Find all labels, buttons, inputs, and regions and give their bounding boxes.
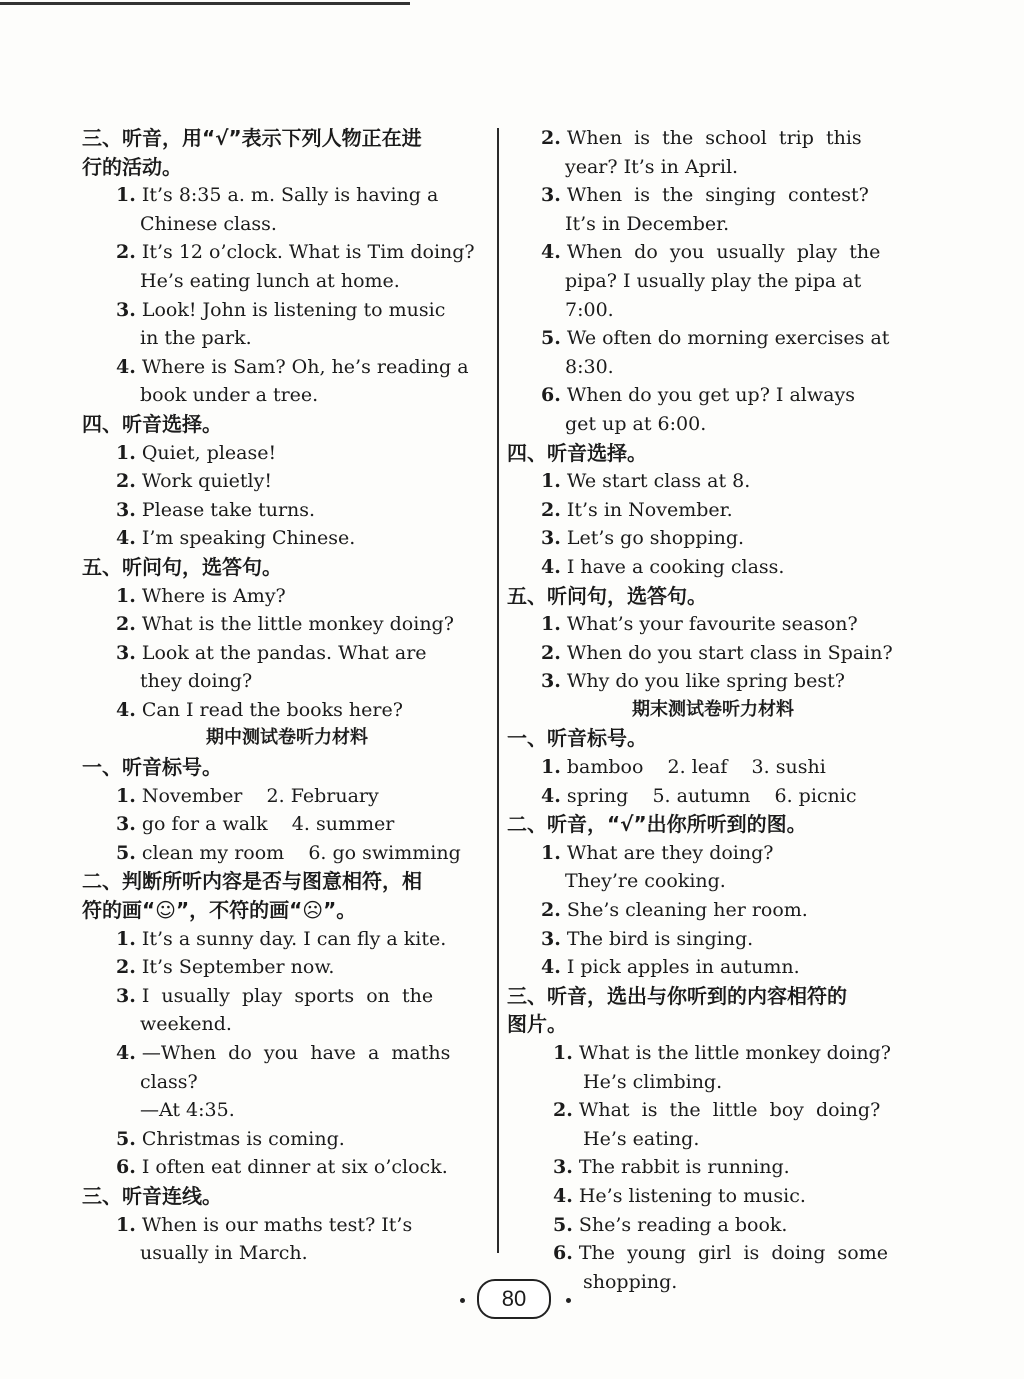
line-text: I usually play sports on the (141, 984, 434, 1007)
question-item (507, 1096, 919, 1125)
item-number: 1. (553, 1042, 573, 1064)
item-number: 2. (541, 899, 561, 922)
question-continuation (82, 667, 492, 696)
section-heading (507, 810, 919, 839)
page-number-dot-left (460, 1298, 465, 1303)
question-item (507, 925, 919, 954)
section-heading (82, 753, 492, 782)
line-text: It’s September now. (141, 956, 335, 979)
line-text: What is the little monkey doing? (578, 1042, 891, 1064)
test-material-title (82, 724, 492, 753)
section-heading (82, 1182, 492, 1211)
item-number: 5. (541, 327, 561, 350)
line-text: 8:30. (565, 355, 614, 378)
question-item (82, 496, 492, 525)
item-number: 2. (116, 613, 136, 636)
question-item (82, 582, 492, 611)
line-text: in the park. (140, 327, 252, 350)
line-text: The young girl is doing some (578, 1242, 888, 1265)
question-item (507, 667, 919, 696)
line-text: It’s in November. (566, 498, 733, 521)
line-text: They’re cooking. (565, 870, 726, 893)
line-text: bamboo 2. leaf 3. sushi (566, 756, 826, 779)
line-text: 图片。 (507, 1012, 567, 1037)
question-item (507, 496, 919, 525)
question-item (82, 353, 492, 382)
line-text: I often eat dinner at six o’clock. (141, 1156, 448, 1179)
item-number: 4. (541, 956, 561, 979)
line-text: Quiet, please! (141, 441, 277, 464)
item-number: 2. (541, 127, 561, 149)
section-heading-continued (82, 896, 492, 925)
item-number: 3. (116, 813, 136, 836)
line-text: 一、听音标号。 (82, 755, 222, 780)
question-item (82, 610, 492, 639)
section-heading (82, 867, 492, 896)
question-item (82, 1039, 492, 1068)
line-text: —At 4:35. (140, 1099, 235, 1122)
page-number-dot-right (566, 1298, 571, 1303)
line-text: 三、听音，选出与你听到的内容相符的 (507, 983, 847, 1008)
line-text: He’s climbing. (583, 1070, 723, 1093)
line-text: 三、听音，用“√”表示下列人物正在进 (82, 126, 422, 150)
item-number: 2. (553, 1099, 573, 1122)
line-text: 符的画“☺”，不符的画“☹”。 (82, 898, 357, 923)
line-text: 五、听问句，选答句。 (507, 583, 707, 608)
line-text: usually in March. (140, 1242, 308, 1265)
line-text: He’s eating lunch at home. (140, 269, 400, 292)
line-text: Look at the pandas. What are (141, 641, 427, 664)
line-text: class? (140, 1070, 198, 1093)
question-item (507, 1211, 919, 1240)
question-continuation (507, 210, 919, 239)
line-text: go for a walk 4. summer (141, 813, 395, 836)
line-text: When is the school trip this (566, 127, 862, 149)
item-number: 1. (541, 841, 561, 864)
line-text: Where is Amy? (141, 584, 286, 607)
item-number: 6. (116, 1156, 136, 1179)
line-text: weekend. (140, 1013, 232, 1036)
question-item (82, 238, 492, 267)
question-continuation (82, 1010, 492, 1039)
line-text: She’s reading a book. (578, 1213, 788, 1236)
question-item (82, 639, 492, 668)
question-continuation (507, 153, 919, 182)
line-text: Let’s go shopping. (566, 527, 745, 550)
line-text: get up at 6:00. (565, 412, 707, 435)
line-text: The bird is singing. (566, 927, 754, 950)
line-text: 四、听音选择。 (507, 440, 647, 465)
line-text: She’s cleaning her room. (566, 899, 808, 922)
line-text: 期末测试卷听力材料 (632, 698, 794, 720)
section-heading (82, 410, 492, 439)
line-text: 期中测试卷听力材料 (206, 727, 368, 749)
question-item (507, 524, 919, 553)
test-material-title (507, 696, 919, 725)
question-continuation (507, 1268, 919, 1297)
item-number: 4. (541, 784, 561, 807)
question-item (82, 925, 492, 954)
line-text: spring 5. autumn 6. picnic (566, 784, 857, 807)
line-text: 四、听音选择。 (82, 411, 222, 436)
question-continuation (82, 1068, 492, 1097)
item-number: 2. (116, 470, 136, 493)
question-item (507, 181, 919, 210)
item-number: 1. (541, 756, 561, 779)
line-text: I’m speaking Chinese. (141, 527, 356, 550)
line-text: Look! John is listening to music (141, 298, 446, 321)
item-number: 3. (116, 298, 136, 321)
line-text: —When do you have a maths (141, 1042, 451, 1064)
question-item (507, 610, 919, 639)
line-text: book under a tree. (140, 384, 319, 407)
question-item (507, 324, 919, 353)
line-text: 行的活动。 (82, 154, 182, 179)
right-column (507, 124, 919, 1296)
line-text: Where is Sam? Oh, he’s reading a (141, 355, 469, 378)
item-number: 1. (116, 584, 136, 607)
line-text: He’s eating. (583, 1127, 700, 1150)
item-number: 2. (541, 498, 561, 521)
question-item (507, 753, 919, 782)
line-text: It’s 8:35 a. m. Sally is having a (141, 184, 439, 207)
line-text: When do you usually play the (566, 241, 881, 264)
section-heading-continued (507, 1010, 919, 1039)
question-item (82, 524, 492, 553)
line-text: November 2. February (141, 784, 379, 807)
question-continuation (507, 1125, 919, 1154)
item-number: 1. (116, 184, 136, 207)
item-number: 2. (541, 641, 561, 664)
line-text: It’s 12 o’clock. What is Tim doing? (141, 241, 475, 264)
question-continuation (507, 867, 919, 896)
item-number: 1. (541, 613, 561, 636)
question-continuation (507, 296, 919, 325)
line-text: When do you start class in Spain? (566, 641, 893, 664)
question-item (82, 296, 492, 325)
item-number: 3. (541, 670, 561, 693)
item-number: 4. (116, 698, 136, 721)
line-text: 五、听问句，选答句。 (82, 554, 282, 579)
question-item (82, 839, 492, 868)
section-heading (82, 124, 492, 153)
question-item (82, 181, 492, 210)
line-text: We often do morning exercises at (566, 327, 890, 350)
item-number: 5. (553, 1213, 573, 1236)
item-number: 1. (541, 470, 561, 493)
line-text: pipa? I usually play the pipa at (565, 269, 862, 292)
item-number: 1. (116, 441, 136, 464)
line-text: Please take turns. (141, 498, 316, 521)
page-number: 80 (477, 1279, 551, 1319)
item-number: 5. (116, 841, 136, 864)
question-item (82, 696, 492, 725)
question-continuation (507, 353, 919, 382)
item-number: 1. (116, 927, 136, 950)
item-number: 3. (116, 498, 136, 521)
section-heading-continued (82, 153, 492, 182)
item-number: 4. (553, 1184, 573, 1207)
question-item (507, 782, 919, 811)
item-number: 5. (116, 1127, 136, 1150)
line-text: When is the singing contest? (566, 184, 869, 207)
item-number: 6. (553, 1242, 573, 1265)
question-continuation (82, 381, 492, 410)
item-number: 3. (541, 184, 561, 207)
question-item (507, 839, 919, 868)
question-item (507, 467, 919, 496)
line-text: year? It’s in April. (565, 155, 739, 178)
section-heading (507, 982, 919, 1011)
question-continuation (507, 410, 919, 439)
question-item (82, 953, 492, 982)
line-text: they doing? (140, 670, 253, 693)
line-text: Christmas is coming. (141, 1127, 345, 1150)
item-number: 6. (541, 384, 561, 407)
item-number: 1. (116, 784, 136, 807)
question-item (507, 1182, 919, 1211)
question-item (507, 381, 919, 410)
question-item (82, 467, 492, 496)
question-item (507, 1153, 919, 1182)
item-number: 4. (116, 355, 136, 378)
top-rule (0, 2, 410, 5)
line-text: He’s listening to music. (578, 1184, 806, 1207)
item-number: 3. (116, 984, 136, 1007)
question-continuation (507, 1068, 919, 1097)
item-number: 2. (116, 241, 136, 264)
line-text: 7:00. (565, 298, 614, 321)
item-number: 3. (541, 527, 561, 550)
line-text: When do you get up? I always (566, 384, 855, 407)
item-number: 4. (541, 241, 561, 264)
item-number: 3. (116, 641, 136, 664)
question-item (82, 1125, 492, 1154)
item-number: 3. (553, 1156, 573, 1179)
section-heading (507, 439, 919, 468)
line-text: Chinese class. (140, 212, 277, 235)
section-heading (507, 724, 919, 753)
left-column (82, 124, 492, 1268)
line-text: We start class at 8. (566, 470, 751, 493)
line-text: shopping. (583, 1270, 678, 1293)
question-item (507, 953, 919, 982)
line-text: Why do you like spring best? (566, 670, 845, 693)
line-text: What’s your favourite season? (566, 613, 858, 636)
question-item (82, 1153, 492, 1182)
line-text: 二、听音，“√”出你所听到的图。 (507, 812, 807, 837)
line-text: Work quietly! (141, 470, 272, 493)
section-heading (507, 582, 919, 611)
line-text: What are they doing? (566, 841, 774, 864)
item-number: 2. (116, 956, 136, 979)
question-continuation (82, 1096, 492, 1125)
item-number: 4. (116, 527, 136, 550)
line-text: I have a cooking class. (566, 555, 785, 578)
line-text: 一、听音标号。 (507, 726, 647, 751)
line-text: 二、判断所听内容是否与图意相符，相 (82, 869, 422, 894)
question-item (82, 810, 492, 839)
question-item (507, 1039, 919, 1068)
question-item (507, 1239, 919, 1268)
line-text: I pick apples in autumn. (566, 956, 800, 979)
line-text: What is the little boy doing? (578, 1099, 881, 1122)
question-continuation (82, 1239, 492, 1268)
line-text: Can I read the books here? (141, 698, 403, 721)
line-text: 三、听音连线。 (82, 1183, 222, 1208)
item-number: 4. (541, 555, 561, 578)
question-item (507, 238, 919, 267)
line-text: It’s in December. (565, 212, 730, 235)
question-item (507, 124, 919, 153)
section-heading (82, 553, 492, 582)
question-continuation (82, 210, 492, 239)
question-item (507, 639, 919, 668)
line-text: It’s a sunny day. I can fly a kite. (141, 927, 447, 950)
question-item (507, 896, 919, 925)
line-text: The rabbit is running. (578, 1156, 790, 1179)
question-item (82, 782, 492, 811)
question-continuation (507, 267, 919, 296)
line-text: When is our maths test? It’s (141, 1213, 413, 1236)
question-continuation (82, 324, 492, 353)
column-divider (497, 128, 499, 1253)
question-item (82, 439, 492, 468)
question-item (82, 1211, 492, 1240)
item-number: 1. (116, 1213, 136, 1236)
question-item (82, 982, 492, 1011)
line-text: clean my room 6. go swimming (141, 841, 461, 864)
line-text: What is the little monkey doing? (141, 613, 454, 636)
item-number: 4. (116, 1042, 136, 1064)
item-number: 3. (541, 927, 561, 950)
question-item (507, 553, 919, 582)
question-continuation (82, 267, 492, 296)
